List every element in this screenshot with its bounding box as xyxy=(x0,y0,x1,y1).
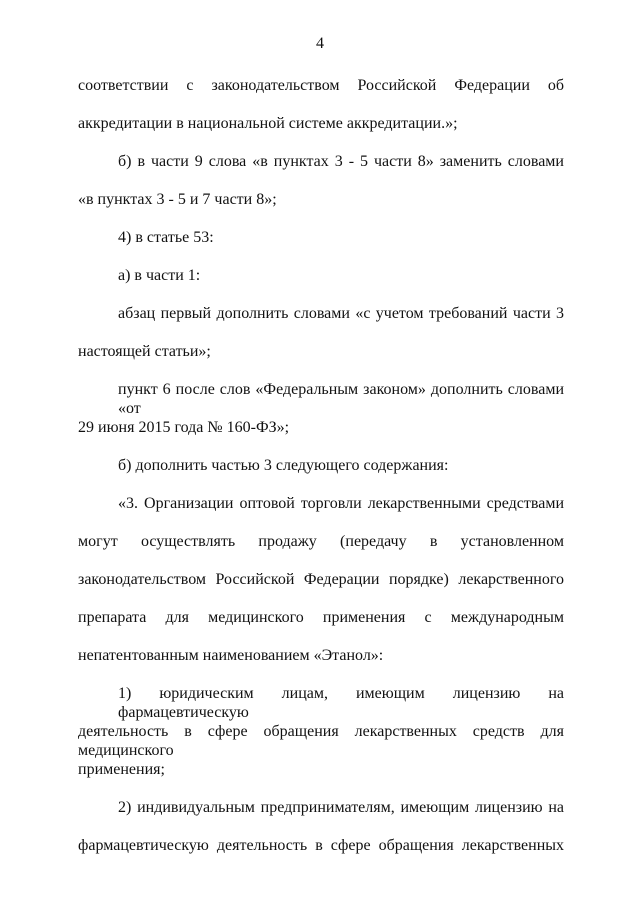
text-line: законодательством Российской Федерации порядке) лекарственного xyxy=(78,571,564,588)
text-line: «в пунктах 3 - 5 и 7 части 8»; xyxy=(78,191,277,208)
text-line: фармацевтическую деятельность в сфере обращения лекарственных xyxy=(78,837,564,854)
text-line: абзац первый дополнить словами «с учетом требований части 3 xyxy=(118,305,564,322)
text-line: аккредитации в национальной системе аккредитации.»; xyxy=(78,115,458,132)
page-number: 4 xyxy=(316,35,324,52)
text-line: 29 июня 2015 года № 160-ФЗ»; xyxy=(78,419,290,436)
text-line: препарата для медицинского применения с международным xyxy=(78,609,564,626)
text-line: б) в части 9 слова «в пунктах 3 - 5 части 8» заменить словами xyxy=(118,153,564,170)
text-line: применения; xyxy=(78,761,165,778)
text-line: 2) индивидуальным предпринимателям, имеющим лицензию на xyxy=(118,799,564,816)
text-line: пункт 6 после слов «Федеральным законом» дополнить словами «от xyxy=(118,381,564,417)
text-line: 1) юридическим лицам, имеющим лицензию на фармацевтическую xyxy=(118,685,564,721)
text-line: непатентованным наименованием «Этанол»: xyxy=(78,647,384,664)
text-line: б) дополнить частью 3 следующего содержания: xyxy=(118,457,449,474)
text-line: деятельность в сфере обращения лекарственных средств для медицинского xyxy=(78,723,564,759)
text-line: соответствии с законодательством Российской Федерации об xyxy=(78,77,564,94)
text-line: настоящей статьи»; xyxy=(78,343,211,360)
text-line: 4) в статье 53: xyxy=(118,229,214,246)
text-line: а) в части 1: xyxy=(118,267,201,284)
text-line: «3. Организации оптовой торговли лекарственными средствами xyxy=(118,495,564,512)
text-line: могут осуществлять продажу (передачу в установленном xyxy=(78,533,564,550)
document-body xyxy=(78,76,564,874)
